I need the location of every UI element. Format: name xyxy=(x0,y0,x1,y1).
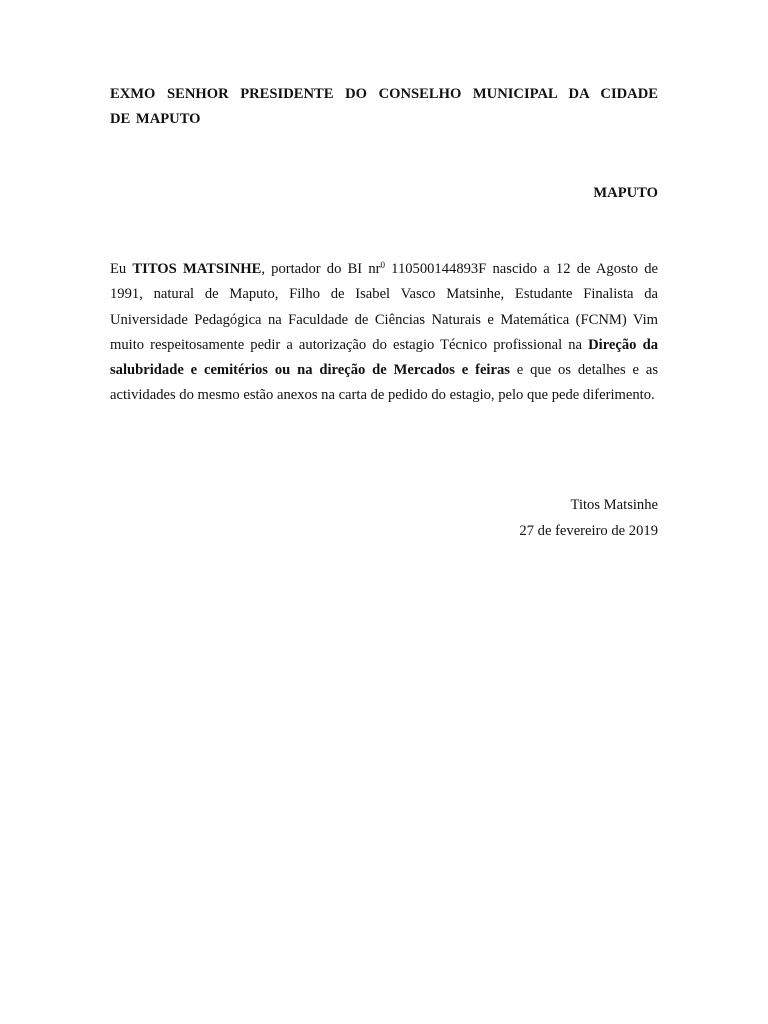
addressee-heading xyxy=(110,82,658,132)
body-part-3: e que os detalhes e as actividades do mesmo estão anexos na carta de pedido do estagio, pelo que pede diferimento. xyxy=(110,362,658,404)
letter-body xyxy=(110,257,658,409)
addressee-line-2: DE MAPUTO xyxy=(110,111,201,127)
number-superscript: 0 xyxy=(380,260,385,270)
department-name: Direção da salubridade e cemitérios ou na direção de Mercados e feiras xyxy=(110,336,658,379)
addressee-line-1: EXMO SENHOR PRESIDENTE DO CONSELHO MUNICIPAL DA CIDADE xyxy=(110,86,658,102)
signature-date: 27 de fevereiro de 2019 xyxy=(519,522,658,539)
applicant-name: TITOS MATSINHE xyxy=(132,261,262,277)
city-heading: MAPUTO xyxy=(593,185,658,201)
signature-name: Titos Matsinhe xyxy=(570,497,658,513)
body-intro: Eu xyxy=(110,261,133,277)
signature-block xyxy=(519,493,658,544)
body-part-1: , portador do BI nr xyxy=(261,261,381,277)
body-part-2: 110500144893F nascido a 12 de Agosto de 1991, natural de Maputo, Filho de Isabel Vasco Matsinhe, Estudante Finalista da Universidade Pedagógica na Faculdade de Ciências Naturais e Matemática (FCNM) Vim muito respeitosamente pedir a autorização do estagio Técnico profissional na xyxy=(110,261,658,353)
